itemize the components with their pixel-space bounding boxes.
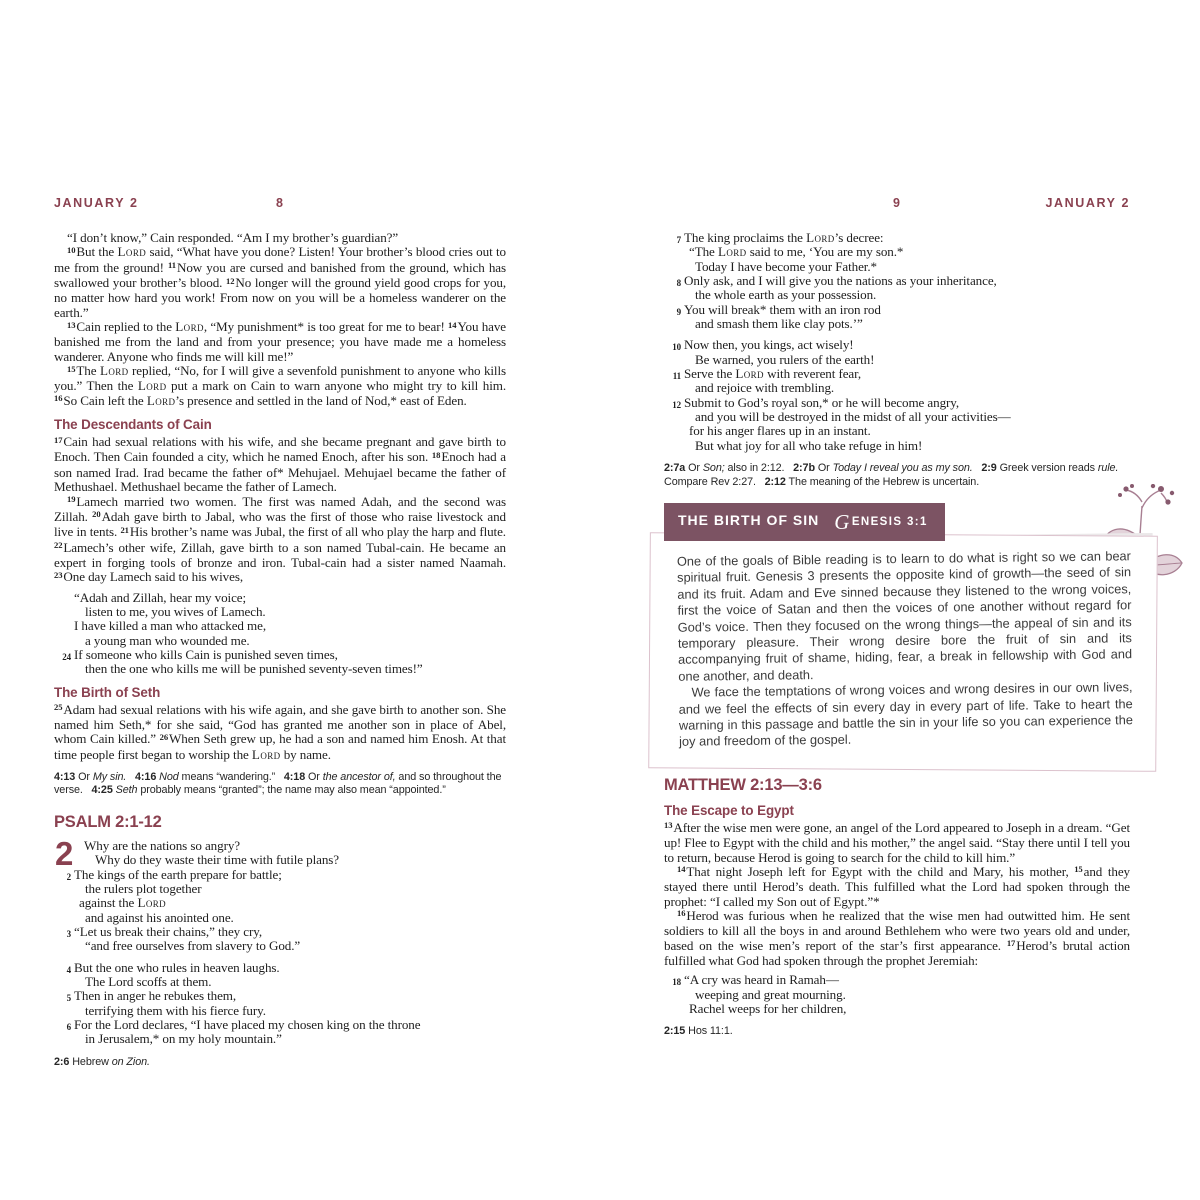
footnote: 2:12 The meaning of the Hebrew is uncertain. [764,475,980,488]
poetry-line-text: “and free ourselves from slavery to God.” [85,938,301,954]
poetry-line [695,317,1130,331]
divine-name: Lord [146,392,176,408]
verse-number: 5 [66,993,71,1004]
poetry-line-text: I have killed a man who attacked me, [74,618,267,634]
divine-name: Lord [137,895,167,911]
devotional-reference: GENESIS 3:1 [834,509,928,534]
poetry-stanza [672,337,1130,453]
verse-number: 9 [676,306,681,317]
verse-number: 15 [1074,864,1083,875]
left-page-body [54,231,506,1069]
poetry-line-text: Now then, you kings, act wisely! [684,337,854,353]
verse-number: 2 [66,871,71,882]
right-page-body [664,230,1133,1039]
poetry-line [676,230,1130,245]
poetry-line [85,939,506,953]
divine-name: Lord [117,244,147,260]
poetry-line [85,975,506,989]
poetry-line-text: Why do they waste their time with futile plans? [95,852,340,868]
poetry-line-text: But the one who rules in heaven laughs. [74,959,280,975]
running-head-left [54,196,506,211]
verse-number: 11 [168,260,176,271]
poetry-line [672,394,1130,410]
footnote: 2:15 Hos 11:1. [664,1025,733,1038]
reading-heading: PSALM 2:1-12 [54,812,162,831]
verse-number: 3 [66,928,71,939]
footnote: 4:13 Or My sin. [54,771,127,783]
verse-number: 12 [226,275,235,286]
verse-paragraph: $^{19}$Lamech married two women. The first was named Adah, and the second was Zillah. $^{20}$Adah gave birth to Jabal, who was the first of those who raise livestock and live in tents. $^{21}$His brother’s name was Jubal, the first of all who play the harp and flute. $^{22}$Lamech’s other wife, Zillah, gave birth to a son named Tubal-cain. He became an expert in forging tools of bronze and iron. Tubal-cain had a sister named Naamah. $^{23}$One day Lamech said to his wives, [54,493,506,585]
devotional-title: THE BIRTH OF SIN [678,511,820,528]
footnote: 2:6 Hebrew on Zion. [54,1055,150,1068]
verse-paragraph: “I don’t know,” Cain responded. “Am I my brother’s guardian?” [67,230,399,245]
running-head-right [664,196,1130,211]
poetry-line-text: Today I have become your Father.* [695,258,877,274]
poetry-line-text: Only ask, and I will give you the nations as your inheritance, [684,273,997,289]
poetry-block [54,591,506,677]
page-number: 9 [893,196,901,210]
verse-number: 24 [62,651,71,662]
poetry-line-text: against the Lord [79,895,167,911]
poetry-line-text: “The Lord said to me, ‘You are my son.* [689,244,904,260]
poetry-line-text: for his anger flares up in an instant. [689,423,871,439]
poetry-line-text: Rachel weeps for her children, [689,1000,847,1016]
verse-number: 26 [159,731,169,742]
verse-number: 8 [676,278,681,289]
poetry-line [66,988,506,1004]
verse-number: 10 [672,342,681,353]
devotional-paragraph: We face the temptations of wrong voices and wrong desires in our own lives, and we feel the effects of sin every day in every part of life. Take to heart the warning in this passage and battle the sin in your life so you can experience the joy and freedom of the gospel. [678,679,1133,750]
devotional-body [653,533,1156,764]
poetry-line [672,337,1130,353]
verse-number: 4 [66,964,71,975]
verse-number: 16 [677,908,686,919]
verse-number: 16 [54,393,63,404]
poetry-line [689,1002,1130,1016]
poetry-line [66,923,506,939]
poetry-block [664,973,1130,1016]
footnote: 2:9 Greek version reads rule. Compare Rev 2:27. [664,462,1119,488]
verse-number: 14 [448,319,457,330]
poetry-line [695,381,1130,395]
verse-number: 19 [67,494,76,504]
poetry-line-text: The king proclaims the Lord’s decree: [684,230,884,245]
verse-number: 12 [672,399,681,410]
poetry-line-text: terrifying them with his fierce fury. [85,1002,266,1018]
running-head-date: JANUARY 2 [54,196,139,210]
poetry-line [676,301,1130,317]
poetry-line [672,366,1130,382]
poetry-line [85,1004,506,1018]
verse-number: 17 [1006,938,1016,949]
poetry-line [695,439,1130,453]
poetry-line-text: Why are the nations so angry? [84,837,240,853]
poetry-line-text: Serve the Lord with reverent fear, [684,366,862,382]
poetry-line-text: If someone who kills Cain is punished seven times, [74,646,338,662]
divine-name: Lord [99,363,129,379]
verse-number: 25 [54,702,63,713]
footnote: 2:7a Or Son; also in 2:12. [664,462,785,475]
passage-subheading: The Birth of Seth [54,684,161,700]
verse-paragraph: $^{25}$Adam had sexual relations with his wife again, and she gave birth to another son. She named him Seth,* for she said, “God has granted me another son in place of Abel, whom Cain killed.” $^{26}$When Seth grew up, he had a son and named him Enosh. At that time people first began to worship the Lord by name. [54,701,506,762]
poetry-line-text: Then in anger he rebukes them, [74,988,237,1004]
verse-number: 10 [67,244,76,255]
poetry-line [85,662,506,676]
footnote: 4:18 Or the ancestor of, and so throughout the verse. [54,771,502,797]
divine-name: Lord [251,746,281,762]
poetry-line-text: For the Lord declares, “I have placed my chosen king on the throne [74,1016,421,1032]
verse-paragraph: $^{13}$After the wise men were gone, an angel of the Lord appeared to Joseph in a dream. “Get up! Flee to Egypt with the child and his mother,” the angel said. “Stay there until I tell you to return, because Herod is going to search for the child to kill him.” [664,819,1130,865]
verse-paragraph: $^{14}$That night Joseph left for Egypt with the child and Mary, his mother, $^{15}$and they stayed there until Herod’s death. This fulfilled what the Lord had spoken through the prophet: “I called my Son out of Egypt.”* [664,863,1130,909]
divine-name: Lord [735,366,764,382]
poetry-line [95,853,506,867]
poetry-block [54,834,506,1047]
poetry-line-text: “A cry was heard in Ramah— [684,972,839,988]
page-number: 8 [276,196,284,210]
footnote: 4:16 Nod means “wandering.” [135,771,276,783]
poetry-line [66,866,506,882]
poetry-line-text: the whole earth as your possession. [695,287,877,303]
poetry-line [695,288,1130,302]
verse-number: 18 [672,977,681,988]
poetry-stanza [676,230,1130,332]
verse-number: 7 [676,235,681,245]
poetry-line [695,260,1130,274]
poetry-line [676,273,1130,289]
verse-paragraph: $^{10}$But the Lord said, “What have you done? Listen! Your brother’s blood cries out to me from the ground! $^{11}$Now you are cursed and banished from the ground, which has swallowed your brother’s blood. $^{12}$No longer will the ground yield good crops for you, no matter how hard you work! From now on you will be a homeless wanderer on the earth.” [54,244,507,320]
verse-number: 11 [672,371,681,382]
poetry-stanza [66,959,506,1047]
poetry-stanza [66,837,506,954]
footnotes [664,1025,1130,1038]
poetry-line [695,353,1130,367]
poetry-line-text: and you will be destroyed in the midst of all your activities— [695,409,1011,425]
poetry-line [85,882,506,896]
poetry-line-text: “Adah and Zillah, hear my voice; [74,589,247,605]
poetry-line-text: Be warned, you rulers of the earth! [695,351,875,367]
poetry-line-text: in Jerusalem,* on my holy mountain.” [85,1031,282,1047]
verse-paragraph: $^{16}$Herod was furious when he realized that the wise men had outwitted him. He sent soldiers to kill all the boys in and around Bethlehem who were two years old and under, based on the wise men’s report of the star’s first appearance. $^{17}$Herod’s brutal action fulfilled what God had spoken through the prophet Jeremiah: [664,907,1130,968]
footnotes [54,771,506,798]
poetry-block [664,231,1130,453]
poetry-line-text: Submit to God’s royal son,* or he will become angry, [684,394,960,410]
right-page [664,196,1133,1039]
poetry-line [672,972,1130,988]
chapter-number: 2 [55,834,73,872]
divine-name: Lord [806,230,835,245]
verse-number: 15 [67,363,76,374]
poetry-line [74,619,506,633]
poetry-line [79,896,506,910]
poetry-line-text: and smash them like clay pots.’” [695,316,863,332]
verse-number: 20 [92,509,101,520]
poetry-line-text: the rulers plot together [85,880,202,896]
verse-number: 18 [431,449,441,460]
divine-name: Lord [717,244,747,260]
devotional-callout [654,503,1154,761]
footnote: 4:25 Seth probably means “granted”; the name may also mean “appointed.” [91,784,446,797]
verse-number: 21 [120,524,129,535]
verse-paragraph: $^{17}$Cain had sexual relations with his wife, and she became pregnant and gave birth to Enoch. Then Cain founded a city, which he named Enoch, after his son. $^{18}$Enoch had a son named Irad. Irad became the father of* Mehujael. Mehujael became the father of Methushael. Methushael became the father of Lamech. [54,434,506,495]
divine-name: Lord [137,378,167,394]
poetry-line [74,591,506,605]
poetry-line-text: The Lord scoffs at them. [85,973,212,989]
reading-heading: MATTHEW 2:13—3:6 [664,775,822,794]
verse-number: 23 [54,569,63,580]
left-page [54,196,506,1069]
poetry-line [66,959,506,975]
devotional-paragraph: One of the goals of Bible reading is to learn to do what is right so we can bear spiritual fruit. Genesis 3 presents the opposite kind of growth—the seed of sin and its fruit. Adam and Eve sinned because they listened to the wrong voices, first the voice of Satan and then the voices of one another without regard for God’s voice. Then they focused on the wrong things—the appeal of sin and its temporary pleasure. Their wrong desire bore the fruit of sin and its accompanying fruit of shame, hiding, fear, a break in fellowship with God and one another, and death. [676,548,1133,684]
poetry-line-text: a young man who wounded me. [85,632,250,648]
poetry-line-text: listen to me, you wives of Lamech. [85,603,266,619]
verse-paragraph: $^{15}$The Lord replied, “No, for I will give a sevenfold punishment to anyone who kills you.” Then the Lord put a mark on Cain to warn anyone who might try to kill him. $^{16}$So Cain left the Lord’s presence and settled in the land of Nod,* east of Eden. [54,363,506,408]
poetry-stanza [672,972,1130,1016]
verse-number: 6 [66,1021,71,1032]
verse-number: 13 [664,820,673,831]
poetry-line [85,605,506,619]
poetry-line [85,911,506,925]
poetry-line-text: “Let us break their chains,” they cry, [74,923,263,939]
verse-number: 13 [67,319,76,330]
verse-paragraph: $^{13}$Cain replied to the Lord, “My punishment* is too great for me to bear! $^{14}$You have banished me from the land and from your presence; you have made me a homeless wanderer. Anyone who finds me will kill me!” [54,319,507,364]
devotional-banner [664,503,945,541]
poetry-line-text: The kings of the earth prepare for battle; [74,866,282,882]
poetry-line-text: weeping and great mourning. [695,986,846,1002]
poetry-line [695,988,1130,1002]
footnote: 2:7b Or Today I reveal you as my son. [793,462,973,475]
verse-number: 22 [54,540,63,551]
running-head-date: JANUARY 2 [1045,196,1130,210]
divine-name: Lord [175,319,204,335]
poetry-line [85,1032,506,1046]
poetry-line-text: But what joy for all who take refuge in him! [695,437,923,453]
footnotes [54,1056,506,1069]
poetry-line [84,839,506,853]
poetry-line [66,1016,506,1032]
verse-number: 17 [54,434,63,445]
poetry-line-text: and against his anointed one. [85,909,234,925]
poetry-line [689,245,1130,259]
verse-number: 14 [677,864,686,875]
passage-subheading: The Escape to Egypt [664,802,794,818]
poetry-line [85,634,506,648]
poetry-stanza [62,589,506,677]
passage-subheading: The Descendants of Cain [54,417,212,433]
footnotes [664,462,1130,489]
poetry-line-text: then the one who kills me will be punished seventy-seven times!” [85,661,423,677]
poetry-line-text: and rejoice with trembling. [695,380,835,396]
devotional-reference-initial: G [834,509,851,534]
poetry-line [695,410,1130,424]
poetry-line-text: You will break* them with an iron rod [684,301,881,317]
poetry-line [689,424,1130,438]
poetry-line [62,646,506,662]
